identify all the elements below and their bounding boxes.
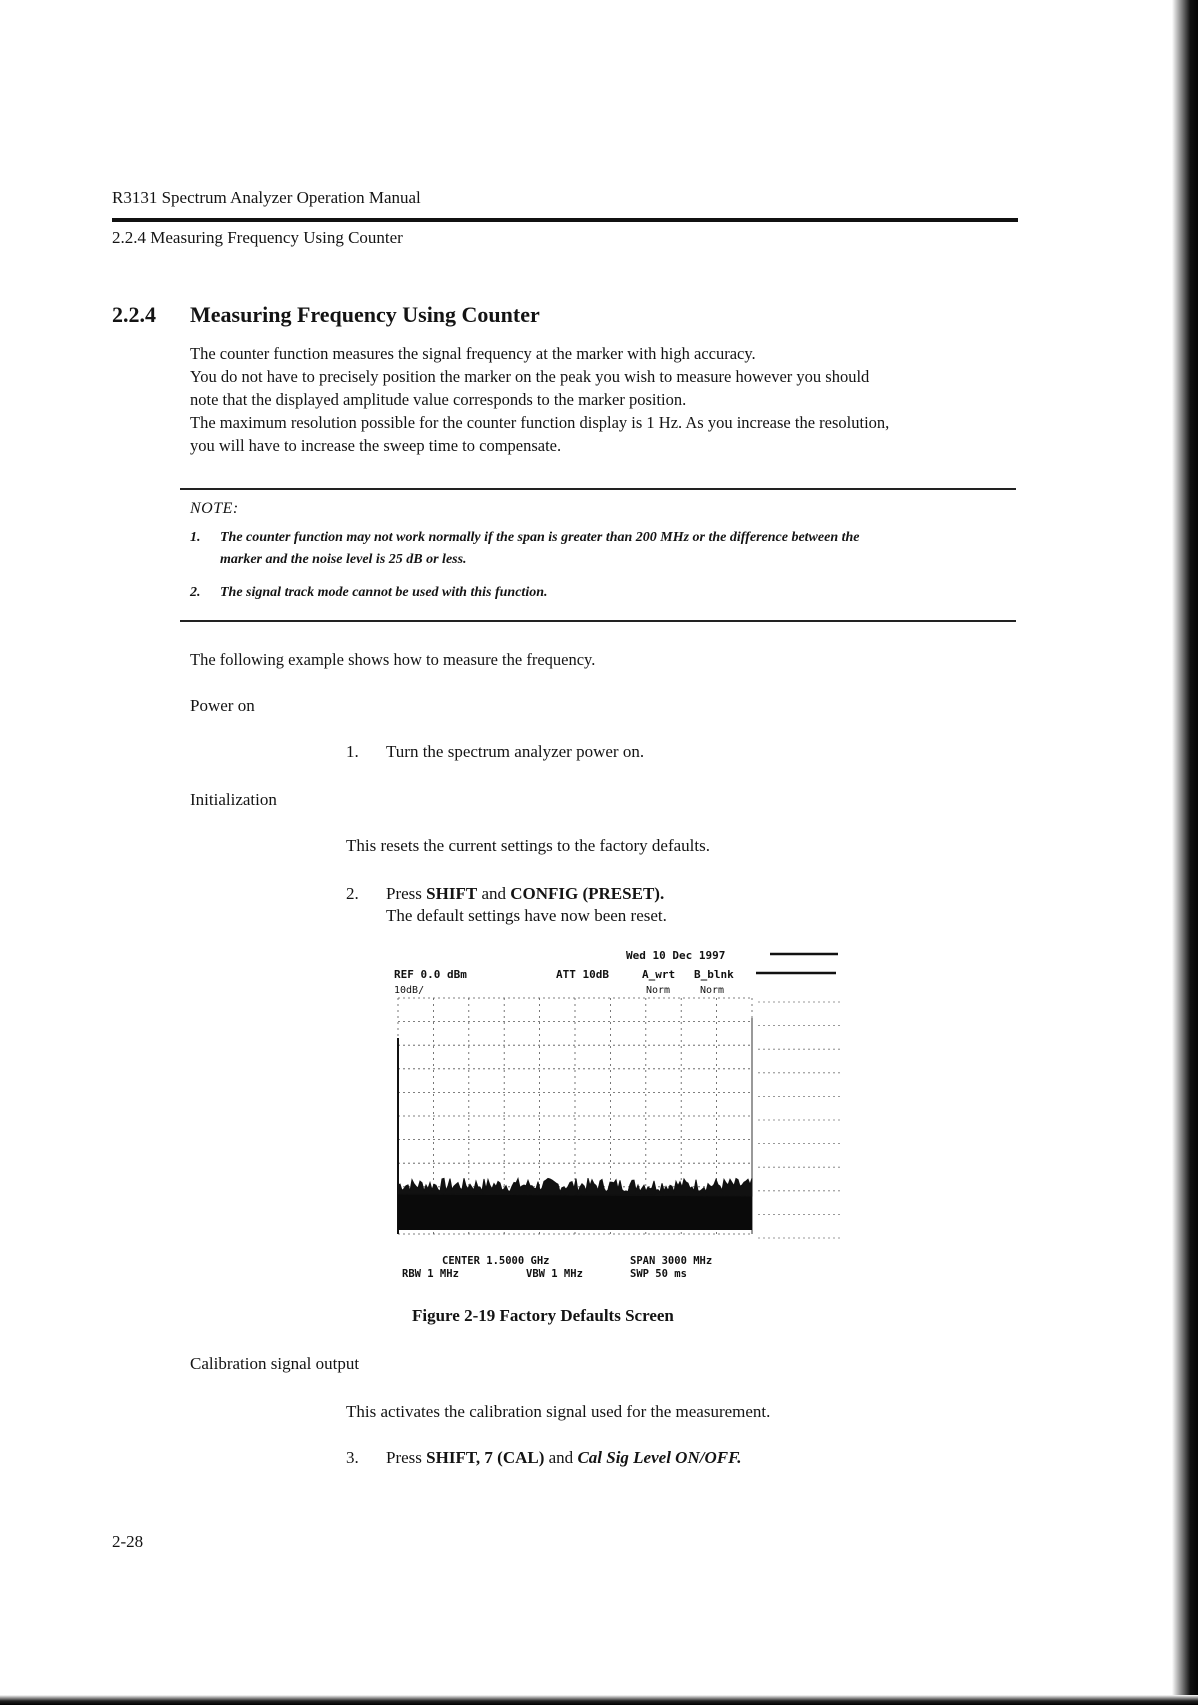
note-item-text: The counter function may not work normally if the span is greater than 200 MHz or the difference between the [220,530,860,545]
ref-level-readout: REF 0.0 dBm [394,968,467,981]
press-word: Press [386,1448,422,1467]
key-shift: SHIFT [426,884,478,903]
step-label-initialization: Initialization [190,790,277,809]
note-bottom-rule [180,620,1016,622]
step-number: 1. [346,742,359,761]
noise-floor-band [398,1194,752,1230]
step-label-calibration: Calibration signal output [190,1354,360,1373]
figure-caption: Figure 2-19 Factory Defaults Screen [412,1306,674,1325]
example-intro: The following example shows how to measure the frequency. [190,650,596,669]
step-description: This resets the current settings to the factory defaults. [346,836,710,855]
note-item [190,527,860,571]
running-section-title: 2.2.4 Measuring Frequency Using Counter [112,228,403,247]
note-item [190,582,548,604]
intro-line: note that the displayed amplitude value corresponds to the marker position. [190,390,687,409]
and-word: and [548,1448,574,1467]
section-title: Measuring Frequency Using Counter [190,302,540,327]
trace-a-status: A_wrt [642,968,676,981]
attenuation-readout: ATT 10dB [556,968,609,981]
step-label-power-on: Power on [190,696,255,715]
header-rule [112,218,1018,222]
intro-line: The counter function measures the signal frequency at the marker with high accuracy. [190,344,756,363]
note-top-rule [180,488,1016,490]
rbw-readout: RBW 1 MHz [402,1268,459,1280]
page-number: 2-28 [112,1532,144,1551]
note-item-text: marker and the noise level is 25 dB or less. [220,552,467,567]
date-readout: Wed 10 Dec 1997 [626,949,726,962]
intro-line: You do not have to precisely position the marker on the peak you wish to measure however you should [190,367,870,386]
note-item-text: The signal track mode cannot be used with this function. [220,585,548,600]
vbw-readout: VBW 1 MHz [526,1268,583,1280]
intro-line: The maximum resolution possible for the counter function display is 1 Hz. As you increase the resolution, [190,413,890,432]
trace-b-mode: Norm [700,985,725,996]
step-description: This activates the calibration signal used for the measurement. [346,1402,771,1421]
press-word: Press [386,884,422,903]
intro-paragraph [190,342,889,457]
sweep-time-readout: SWP 50 ms [630,1268,687,1280]
intro-line: you will have to increase the sweep time to compensate. [190,436,562,455]
step-number: 3. [346,1448,359,1467]
key-config-preset: CONFIG (PRESET). [510,884,665,903]
scan-bottom-edge [0,1695,1198,1705]
softkey-cal-sig-level: Cal Sig Level ON/OFF. [577,1448,742,1467]
step-text: Turn the spectrum analyzer power on. [386,742,645,761]
note-item-number: 1. [190,530,201,545]
step-text [386,1448,741,1468]
noise-floor-trace [398,1178,752,1230]
span-readout: SPAN 3000 MHz [630,1255,713,1267]
spectrum-screen-figure [390,946,852,1286]
step-text [386,884,664,904]
scan-right-edge [1172,0,1198,1705]
note-label: NOTE: [190,500,239,517]
manual-title: R3131 Spectrum Analyzer Operation Manual [112,188,421,207]
section-number: 2.2.4 [112,302,156,327]
trace-b-status: B_blnk [694,968,734,981]
spectrum-display [390,946,852,1286]
and-word: and [481,884,506,903]
trace-a-mode: Norm [646,985,671,996]
key-shift-cal: SHIFT, 7 (CAL) [426,1448,545,1467]
step-number: 2. [346,884,359,903]
center-frequency-readout: CENTER 1.5000 GHz [442,1255,550,1267]
step-result: The default settings have now been reset. [386,906,667,925]
scale-readout: 10dB/ [394,985,425,996]
note-item-number: 2. [190,585,201,600]
